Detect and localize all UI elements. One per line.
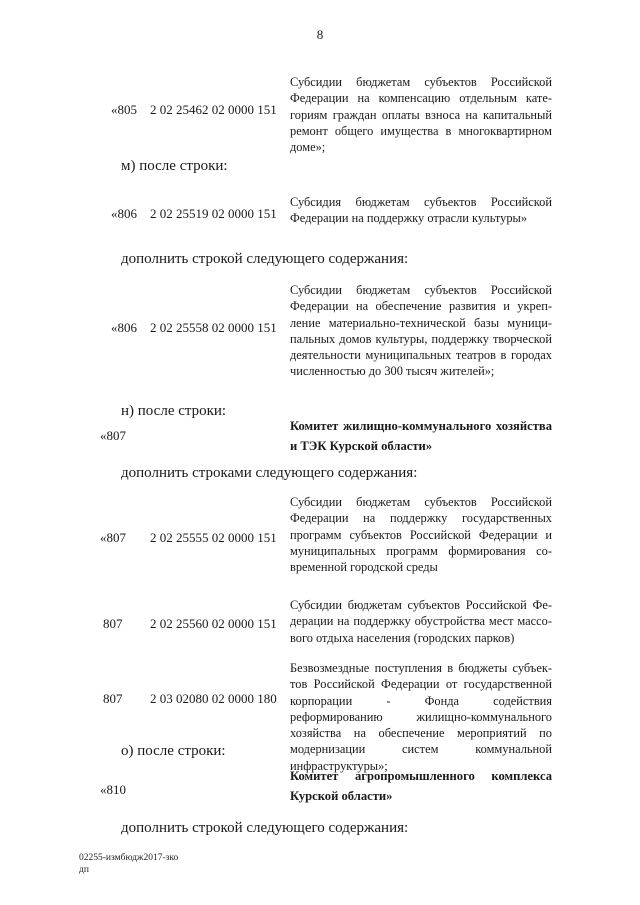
page-number: 8 [316, 27, 324, 42]
row-kbk: 2 02 25560 02 0000 151 [150, 616, 277, 631]
row-code: 807 [103, 616, 123, 631]
row-kbk: 2 02 25555 02 0000 151 [150, 530, 277, 545]
row-kbk: 2 02 25558 02 0000 151 [150, 320, 277, 335]
row-description: Субсидии бюджетам субъектов Российской Федерации на поддержку обустройства мест массового отдыха населения (городских парков) [290, 598, 552, 645]
instruction-n: н) после строки: [121, 403, 227, 419]
row-description: Комитет агропромышленного комплекса Курской области» [290, 769, 552, 803]
row-code: 807 [103, 691, 123, 706]
instruction-o: о) после строки: [121, 743, 226, 759]
row-kbk: 2 02 25462 02 0000 151 [150, 102, 277, 117]
row-kbk: 2 03 02080 02 0000 180 [150, 691, 277, 706]
row-description: Субсидии бюджетам субъектов Российской Федерации на поддержку государственных программ субъектов Российской Федерации и муниципальных программ формирования современной городской среды [290, 495, 552, 575]
row-description: Субсидии бюджетам субъектов Российской Федерации на обеспечение развития и укрепление материально-технической базы муниципальных домов культуры, поддержку творческой деятельности муниципальных театров в городах численностью до 300 тысяч жителей»; [290, 283, 552, 379]
instruction-m: м) после строки: [121, 158, 228, 174]
row-code: «807 [100, 530, 126, 545]
row-description: Субсидии бюджетам субъектов Российской Федерации на компенсацию отдельным категориям граждан оплаты взноса на капитальный ремонт общего имущества в многоквартирном доме»; [290, 75, 552, 155]
row-code: «807 [100, 428, 126, 443]
instruction-add-row-2: дополнить строкой следующего содержания: [121, 820, 409, 836]
row-description: Субсидия бюджетам субъектов Российской Федерации на поддержку отрасли культуры» [290, 195, 552, 226]
row-code: «806 [111, 206, 137, 221]
row-description: Безвозмездные поступления в бюджеты субъектов Российской Федерации от государственной корпорации - Фонда содействия реформированию жилищно-коммунального хозяйства на обеспечение мероприятий по модернизации систем коммунальной инфраструктуры»; [290, 661, 552, 773]
row-code: «805 [111, 102, 137, 117]
row-description: Комитет жилищно-коммунального хозяйства и ТЭК Курской области» [290, 419, 552, 453]
instruction-add-rows: дополнить строками следующего содержания: [121, 465, 418, 481]
footer-reference: 02255-измбюдж2017-зко дп [79, 853, 179, 875]
instruction-add-row: дополнить строкой следующего содержания: [121, 251, 409, 267]
row-code: «810 [100, 782, 126, 797]
row-code: «806 [111, 320, 137, 335]
row-kbk: 2 02 25519 02 0000 151 [150, 206, 277, 221]
